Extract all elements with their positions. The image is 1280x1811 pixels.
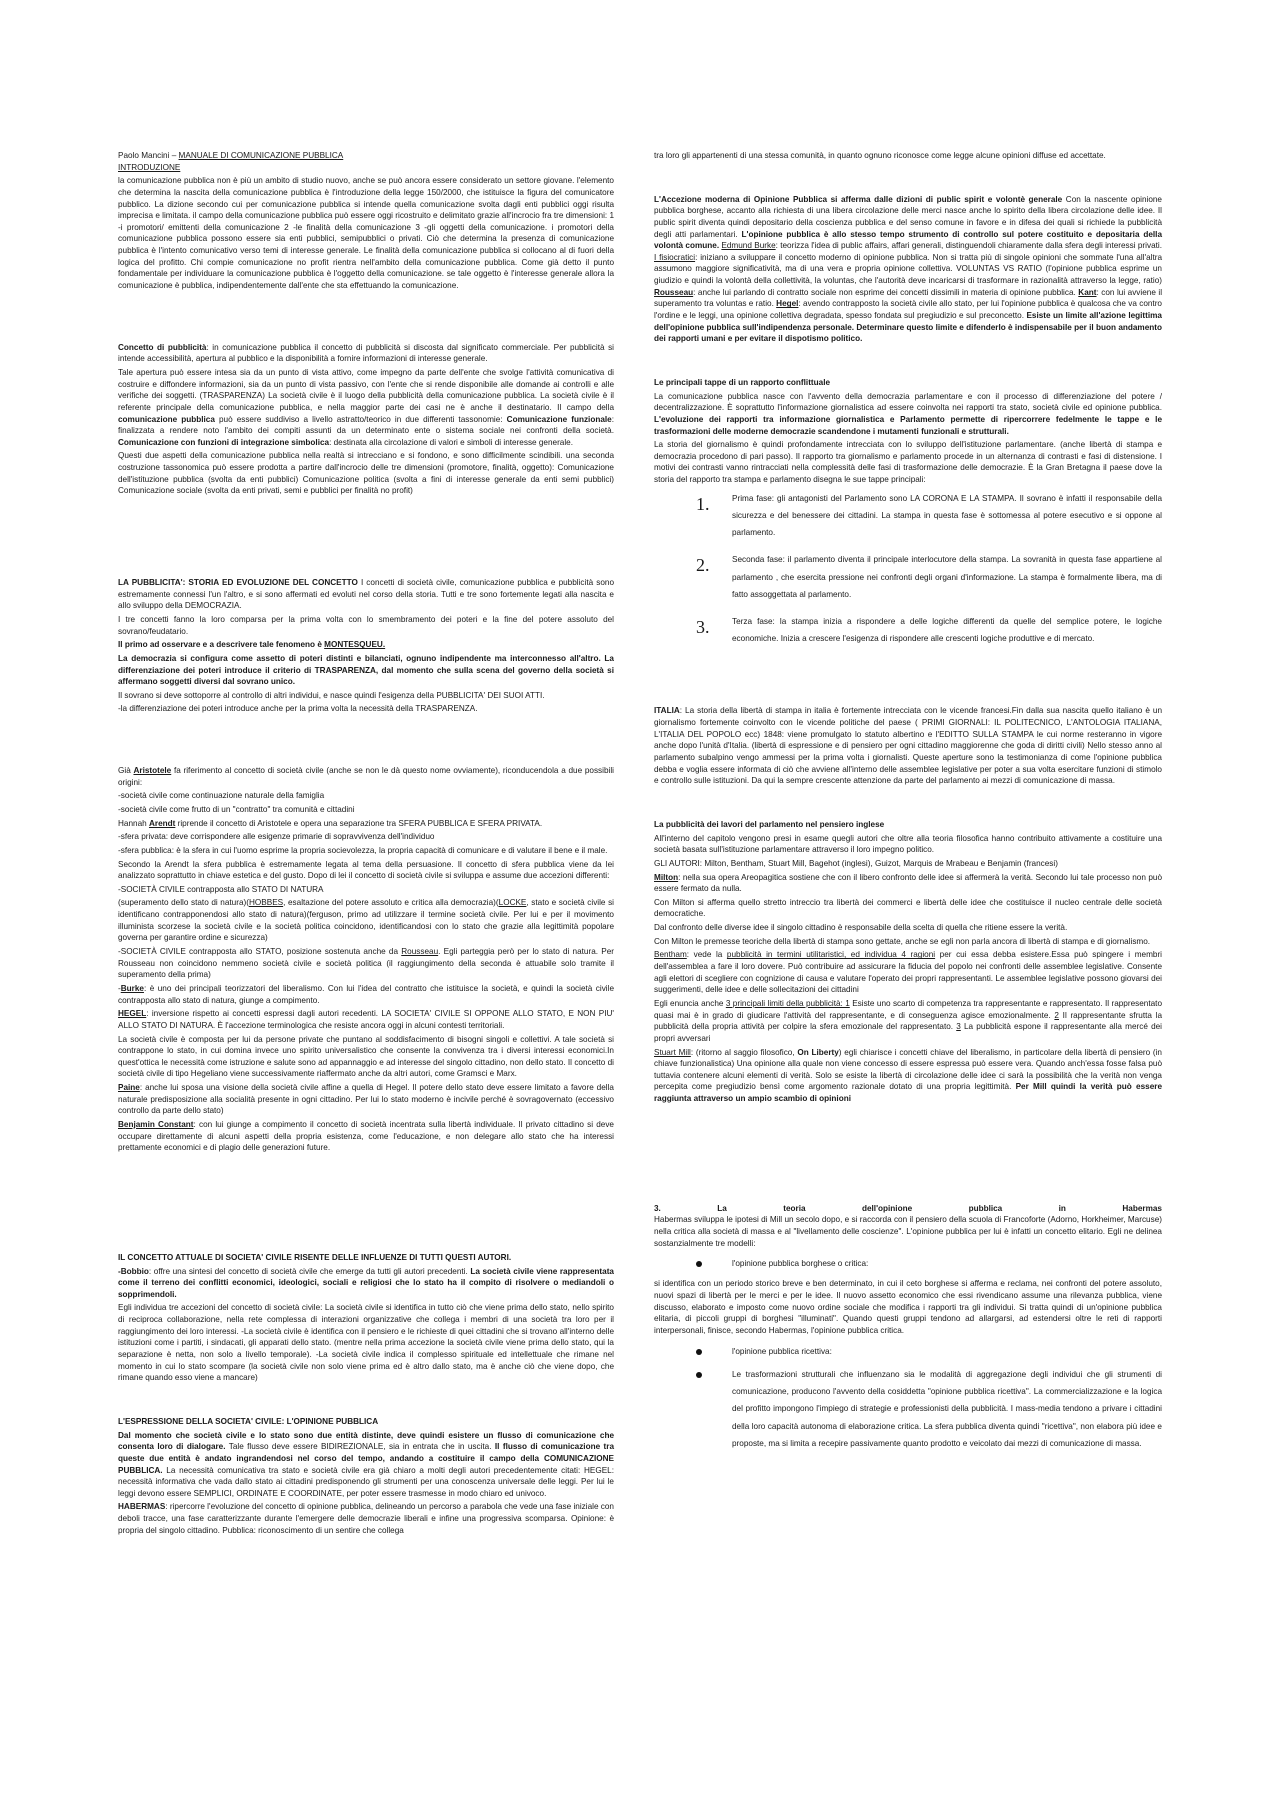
- milton-paragraph-4: Con Milton le premesse teoriche della libertà di stampa sono gettate, anche se egli non parla ancora di libertà di stampa e di giornalismo.: [654, 936, 1151, 946]
- bentham-paragraph-2: Egli enuncia anche 3 principali limiti della pubblicità: 1 Esiste uno scarto di competenza tra rappresentante e rappresentato. Il rappresentato quasi mai è in grado di giudicare l'attività del rappresentante, e di conseguenza agisce emozionalmente. 2 Il rappresentante sfrutta la pubblicità della propria attività per colpire la sfera emozionale del rappresentato. 3 La pubblicità espone il rappresentante alla mercé dei propri avversari: [654, 998, 1163, 1043]
- pubblicita-heading: Concetto di pubblicità: [118, 342, 207, 352]
- milton-paragraph: Milton: nella sua opera Areopagitica sostiene che con il libero confronto delle idee si affermerà la verità. Secondo lui tale processo non può essere fermato da nulla.: [654, 872, 1162, 894]
- list-line: -società civile come frutto di un "contratto" tra comunità e cittadini: [118, 804, 355, 814]
- stato-natura-line: -SOCIETÀ CIVILE contrapposta allo STATO DI NATURA: [118, 884, 324, 894]
- storia-paragraph-4: La democrazia si configura come assetto di poteri distinti e bilanciati, ognuno indipendente ma interconnesso all'altro. La differenziazione dei poteri introduce il criterio di TRASPARENZA, dal momento che sulla scena del governo della società si affermano soggetti diversi dal sovrano unico.: [118, 653, 614, 687]
- bullet-icon: [696, 1349, 702, 1355]
- model-item: l'opinione pubblica ricettiva:: [696, 1343, 1162, 1360]
- accezione-paragraph: L'Accezione moderna di Opinione Pubblica si afferma dalle dizioni di public spirit e volontè generale Con la nascente opinione pubblica borghese, accanto alla richiesta di una libera circolazione delle merci nasce anche lo spirito della libera circolazione delle idee. Il public spirit diventa quindi depositario della coscienza pubblica e del senso comune in favore e in difesa dei quali si richiede la pubblicità degli atti parlamentari. L'opinione pubblica è allo stesso tempo strumento di controllo sul potere costituito e depositaria della volontà comune. Edmund Burke: teorizza l'idea di public affairs, affari generali, distinguendoli chiaramente dalla sfera degli interessi privati. I fisiocratici: iniziano a sviluppare il concetto moderno di opinione pubblica. Non si tratta più di singole opinioni che sommate l'una all'altra assumono maggiore significatività, ma di una vera e propria opinione collettiva. VOLUNTAS VS RATIO (l'opinione pubblica esprime un giudizio e quindi la volontà della collettività, la voluntas, che l'autorità deve incaricarsi di trasformare in razionalità attraverso la legge, ratio) Rousseau: anche lui parlando di contratto sociale non esprime dei concetti dissimili in materia di opinione pubblica. Kant: con lui avviene il superamento tra voluntas e ratio. Hegel: avendo contrapposto la società civile allo stato, per lui l'opinione pubblica è qualcosa che va contro l'ordine e le leggi, una opinione collettiva degradata, spesso fondata sul pregiudizio e sul preconcetto. Esiste un limite all'azione legittima dell'opinione pubblica sull'indipendenza personale. Determinare questo limite e difenderlo è indispensabile per il buon andamento dei rapporti umani e per evitare il dispotismo politico.: [654, 194, 1163, 344]
- espressione-heading: L'ESPRESSIONE DELLA SOCIETA' CIVILE: L'OPINIONE PUBBLICA: [118, 1416, 379, 1426]
- continuation-paragraph: tra loro gli appartenenti di una stessa comunità, in quanto ognuno riconosce come legge alcune opinioni diffuse ed accettate.: [654, 151, 1106, 160]
- concetto-attuale-heading: IL CONCETTO ATTUALE DI SOCIETA' CIVILE RISENTE DELLE INFLUENZE DI TUTTI QUESTI AUTORI.: [118, 1252, 512, 1262]
- bullet-icon: [696, 1261, 702, 1267]
- book-title: MANUALE DI COMUNICAZIONE PUBBLICA: [178, 151, 344, 160]
- storia-paragraph-2: I tre concetti fanno la loro comparsa per la prima volta con lo smembramento dei poteri e la fine del potere assoluto del sovrano/feudatario.: [118, 614, 614, 636]
- phase-item: 3. Terza fase: la stampa inizia a rispondere a delle logiche differenti da quelle del semplice potere, le logiche economiche. Inizia a crescere l'esigenza di rispondere alle crescenti logiche produttive e di mercato.: [696, 617, 1162, 644]
- espressione-paragraph: Dal momento che società civile e lo stato sono due entità distinte, deve quindi esistere un flusso di comunicazione che consenta loro di dialogare. Tale flusso deve essere BIDIREZIONALE, sia in entrata che in uscita. Il flusso di comunicazione tra queste due entità è andato ingrandendosi nel corso del tempo, andando a costituire il campo della COMUNICAZIONE PUBBLICA. La necessità comunicativa tra stato e società civile era già chiaro a molti degli autori precedentemente citati: HEGEL: necessità informativa che vada dallo stato ai cittadini predisponendo gli strumenti per una conoscenza universale delle leggi. Per lui le leggi devono essere SEMPLICI, ORDINATE E COORDINATE, per poter essere trasmesse in modo chiaro ed univoco.: [118, 1430, 614, 1498]
- section-heading-introduzione: INTRODUZIONE: [118, 162, 181, 172]
- tappe-paragraph: La comunicazione pubblica nasce con l'avvento della democrazia parlamentare e con il processo di differenziazione del potere / decentralizzazione. È soprattutto l'informazione giornalistica ad essere coinvolta nei rapporti tra stato, società civile ed opinione pubblica. L'evoluzione dei rapporti tra informazione giornalistica e Parlamento permette di ripercorrere fedelmente le tappe e le trasformazioni delle moderne democrazie scandendone i mutamenti funzionali e strutturali.: [654, 391, 1162, 436]
- pubblicita-paragraph-3: Questi due aspetti della comunicazione pubblica nella realtà si intrecciano e si fondono, e sono difficilmente scindibili. una seconda costruzione tassonomica può essere prodotta a partire dall'incrocio delle tre dimensioni (promotore, finalità, oggetto): Comunicazione dell'istituzione pubblica (svolta da enti pubblici) Comunicazione politica (svolta a fini di interesse generale da enti semi pubblici) Comunicazione sociale (svolta da enti privati, semi e pubblici per finalità no profit): [118, 451, 614, 496]
- milton-paragraph-2: Con Milton si afferma quello stretto intreccio tra libertà dei commerci e libertà delle idee che costituisce il nucleo centrale delle società democratiche.: [654, 897, 1162, 919]
- document-header: [118, 150, 614, 173]
- paine-paragraph: Paine: anche lui sposa una visione della società civile affine a quella di Hegel. Il potere dello stato deve essere limitato a favore della naturale predisposizione alla socialità presente in ogni cittadino. Per lui lo stato moderno è incivile perché è sovragovernato (eccessivo controllo da parte dello stato): [118, 1083, 614, 1116]
- hobbes-locke-paragraph: (superamento dello stato di natura)(HOBBES, esaltazione del potere assoluto e critica alla democrazia)(LOCKE, stato e società civile si identificano contrapponendosi allo stato di natura)(ferguson, primo ad utilizzare il termine società civile. Per lui e per il movimento illuminista scorzese la società civile e la società politica coincidono, identificandosi con lo stato che grazie alla legittimità popolare governa per garantire ordine e sicurezza): [118, 898, 614, 943]
- hegel-paragraph: HEGEL: inversione rispetto ai concetti espressi dagli autori recedenti. LA SOCIETA' CIVILE SI OPPONE ALLO STATO, E NON PIU' ALLO STATO DI NATURA. È l'accezione terminologica che resiste ancora oggi in alcuni contesti territoriali.: [118, 1009, 614, 1030]
- phase-item: 1. Prima fase: gli antagonisti del Parlamento sono LA CORONA E LA STAMPA. Il sovrano è infatti il responsabile della sicurezza e del benessere dei cittadini. La stampa in questa fase è sottomessa al potere esecutivo e si oppone al parlamento.: [696, 493, 1162, 538]
- milton-paragraph-3: Dal confronto delle diverse idee il singolo cittadino è responsabile della scelta di quella che ritiene essere la verità.: [654, 923, 1068, 933]
- bentham-paragraph: Bentham: vede la pubblicità in termini utilitaristici, ed individua 4 ragioni per cui essa debba esistere.Essa può spingere i membri dell'assemblea a fare il loro dovere. Può contribuire ad assicurare la fiducia del popolo nei confronti delle assemblee legislative. Consente agli elettori di scegliere con cognizione di causa e valutare l'operato dei propri rappresentanti. Le assemblee legislative possono giovarsi dei suggerimenti, delle idee e delle sollecitazioni dei cittadini: [654, 950, 1162, 995]
- storia-paragraph: LA PUBBLICITA': STORIA ED EVOLUZIONE DEL CONCETTO I concetti di società civile, comunicazione pubblica e pubblicità sono estremamente connessi l'un l'altro, e si sono affermati ed evoluti nel corso della storia. Tutti e tre sono fortemente legati alla nascita e allo sviluppo della DEMOCRAZIA.: [118, 578, 614, 611]
- habermas-paragraph-2: si identifica con un periodo storico breve e ben determinato, in cui il ceto borghese si afferma e reclama, nei confronti del potere assoluto, nuovi spazi di libertà per le merci e per le idee. Il nuovo assetto economico che essi rivendicano assume una rilevanza pubblica, viene discusso, elaborato e imposto come nuovo ordine sociale che modifica i rapporti tra gli individui. Si tratta quindi di un'opinione pubblica elitaria, di piccoli gruppi di borghesi "illuminati". Quando questi gruppi tendono ad allargarsi, ad estendersi oltre le reti di rapporti interpersonali, finisce, secondo Habermas, l'opinione pubblica critica.: [654, 1279, 1162, 1336]
- phase-item: 2. Seconda fase: il parlamento diventa il principale interlocutore della stampa. La sovranità in questa fase appartiene al parlamento , che esercita pressione nei confronti degli organi d'informazione. La stampa è formalmente libera, ma di fatto assoggettata al parlamento.: [696, 555, 1162, 599]
- list-line: -società civile come continuazione naturale della famiglia: [118, 791, 325, 801]
- burke-paragraph: -Burke: è uno dei principali teorizzatori del liberalismo. Con lui l'idea del contratto che istituisce la società, e quindi la società civile contrapposta allo stato di natura, giunge a compimento.: [118, 983, 614, 1005]
- list-line: -sfera privata: deve corrispondere alle esigenze primarie di sopravvivenza dell'individuo: [118, 832, 435, 842]
- inglese-heading: La pubblicità dei lavori del parlamento nel pensiero inglese: [654, 819, 885, 829]
- phases-list: [654, 490, 1162, 648]
- author: Paolo Mancini –: [118, 151, 177, 160]
- model-item: l'opinione pubblica borghese o critica:: [696, 1255, 1162, 1272]
- pubblicita-paragraph: Concetto di pubblicità: in comunicazione pubblica il concetto di pubblicità si discosta dal significato commerciale. Per pubblicità si intende accessibilità, apertura al pubblico e la disponibilità a fornire informazioni di interesse generale.: [118, 342, 614, 364]
- constant-paragraph: Benjamin Constant: con lui giunge a compimento il concetto di società incentrata sulla libertà individuale. Il privato cittadino si deve occupare direttamente di alcuni aspetti della propria esistenza, come l'educazione, e non delegare allo stato che ha interessi prettamente economici e di plagio delle generazioni future.: [118, 1120, 614, 1153]
- habermas-heading: 3. La teoria dell'opinione pubblica in Habermas: [654, 1203, 1162, 1213]
- tappe-heading: Le principali tappe di un rapporto conflittuale: [654, 377, 831, 387]
- pubblicita-paragraph-2: Tale apertura può essere intesa sia da un punto di vista attivo, come impegno da parte dell'ente che svolge l'attività comunicativa di costruire e diffondere informazioni, sia da un punto di vista passivo, con l'ente che si rende disponibile alle domande ai controlli e alle verifiche dei soggetti. (TRASPARENZA) La società civile è il luogo della pubblicità della comunicazione pubblica. La società civile è il referente principale della comunicazione pubblica, e nella maggior parte dei casi ne è anche il destinatario. Il campo della comunicazione pubblica può essere suddiviso a livello astratto/teorico in due differenti tassonomie: Comunicazione funzionale: finalizzata a rendere noto l'ambito dei compiti assunti da un determinato ente o sistema sociale nei confronti della società. Comunicazione con funzioni di integrazione simbolica: destinata alla circolazione di valori e simboli di interesse generale.: [118, 367, 614, 447]
- model-item: Le trasformazioni strutturali che influenzano sia le modalità di aggregazione degli individui che gli strumenti di comunicazione, producono l'avvento della cosiddetta "opinione pubblica ricettiva". La commercializzazione e la logica del profitto impongono l'impiego di strategie e professionisti della pubblicità. I mass-media tendono a privare i cittadini della loro capacità autonoma di elaborazione critica. La sfera pubblica diventa quindi "ricettiva", non elabora più idee e proposte, ma si limita a recepire passivamente quanto prodotto e veicolato dai mezzi di comunicazione di massa.: [696, 1366, 1162, 1452]
- habermas-paragraph: Habermas sviluppa le ipotesi di Mill un secolo dopo, e si raccorda con il pensiero della scuola di Francoforte (Adorno, Horkheimer, Marcuse) nella critica alla società di massa e al "livellamento delle coscienze". L'opinione pubblica per lui è infatti un concetto elitario. Egli ne delinea sostanzialmente tre modelli:: [654, 1215, 1162, 1248]
- autori-line: GLI AUTORI: Milton, Bentham, Stuart Mill, Bagehot (inglesi), Guizot, Marquis de Mrabeau e Benjamin (francesi): [654, 858, 1058, 868]
- storia-paragraph-3: Il primo ad osservare e a descrivere tale fenomeno è MONTESQUEU.: [118, 640, 386, 650]
- aristotele-paragraph: Già Aristotele fa riferimento al concetto di società civile (anche se non le dà questo nome ovviamente), riconducendola a due possibili origini:: [118, 766, 614, 787]
- storia-heading: LA PUBBLICITA': STORIA ED EVOLUZIONE DEL CONCETTO: [118, 578, 358, 588]
- bobbio-paragraph: -Bobbio: offre una sintesi del concetto di società civile che emerge da tutti gli autori precedenti. La società civile viene rappresentata come il terreno dei conflitti economici, ideologici, sociali e religiosi che lo stato ha il compito di risolvere o mediandoli o sopprimendoli.: [118, 1266, 614, 1299]
- habermas-intro-paragraph: HABERMAS: ripercorre l'evoluzione del concetto di opinione pubblica, delineando un percorso a parabola che vede una fase iniziale con deboli tracce, una fase caratterizzante durante l'emergere delle democrazie liberali e infine una progressiva scomparsa. Opinione: è propria del singolo cittadino. Pubblica: riconoscimento di un sentire che collega: [118, 1502, 614, 1535]
- tappe-paragraph-2: La storia del giornalismo è quindi profondamente intrecciata con lo sviluppo dell'istituzione parlamentare. (anche libertà di stampa e democrazia procedono di pari passo). Il rapporto tra giornalismo e parlamento procede in un alternanza di contrasti e fasi di distensione. I motivi dei contrasti vanno rintracciati nella complessità delle fasi di trasformazione delle democrazie. È la Gran Bretagna il paese dove la storia del rapporto tra stampa e parlamento disegna le sue tappe principali:: [654, 440, 1162, 485]
- inglese-paragraph: All'interno del capitolo vengono presi in esame quegli autori che oltre alla teoria filosofica hanno contribuito attivamente a costituire una società basata sull'istituzione parlamentare attraverso il loro impegno politico.: [654, 833, 1162, 855]
- rousseau-paragraph: -SOCIETÀ CIVILE contrapposta allo STATO, posizione sostenuta anche da Rousseau. Egli parteggia però per lo stato di natura. Per Rousseau non coincidono nemmeno società civile e società politica (il raggiungimento della seconda è attuabile solo tramite il superamento della prima): [118, 947, 614, 980]
- left-column: [118, 150, 614, 1538]
- habermas-models-list-2: [654, 1343, 1162, 1452]
- arendt-paragraph: Hannah Arendt riprende il concetto di Aristotele e opera una separazione tra SFERA PUBBLICA E SFERA PRIVATA.: [118, 818, 543, 828]
- habermas-models-list-1: [654, 1255, 1162, 1272]
- intro-paragraph: la comunicazione pubblica non è più un ambito di studio nuovo, anche se può ancora essere considerato un settore giovane. l'elemento che determina la nascita della comunicazione pubblica è l'introduzione della legge 150/2000, che istituisce la figura del comunicatore pubblico. La dizione secondo cui per comunicazione pubblica si intende quella comunicazione svolta dagli enti pubblici oggi risulta imprecisa e limitata. il campo della comunicazione pubblica può essere oggi ricostruito e delimitato grazie all'incrocio fra tre dimensioni: 1 -i promotori/ emittenti della comunicazione 2 -le finalità della comunicazione 3 -gli oggetti della comunicazione. i promotori della comunicazione pubblica possono essere sia enti pubblici, semipubblici o privati. Ciò che determina la presenza di comunicazione pubblica è l'intento comunicativo verso temi di interesse generale. Le finalità della comunicazione pubblica si collocano al di fuori della logica del profitto. Chi compie comunicazione no profit rientra nell'ambito della comunicazione pubblica. Come già detto il punto fondamentale per individuare la comunicazione pubblica è l'oggetto della comunicazione. se tale oggetto è l'interesse generale allora la comunicazione è pubblica, indipendentemente dall'ente che sta effettuando la comunicazione.: [118, 176, 614, 291]
- hegel-paragraph-2: La società civile è composta per lui da persone private che puntano al soddisfacimento di bisogni singoli e collettivi. A tale società si contrappone lo stato, in cui domina invece uno spirito universalistico che consente la convivenza tra i diversi interessi economici.In quest'ottica le necessità come istruzione e salute sono ad appannaggio e ad interesse del singolo cittadino, non dello stato. Il concetto di società civile di tipo Hegeliano viene successivamente riaffermato anche da altri autori, come Gramsci e Marx.: [118, 1034, 614, 1079]
- bobbio-paragraph-2: Egli individua tre accezioni del concetto di società civile: La società civile si identifica in tutto ciò che viene prima dello stato, nello spirito di reciproca collaborazione, nella rete complessa di interazioni organizzative che collega i membri di una società tra loro per il raggiungimento dei loro interessi. -La società civile è identifica con il pensiero e le richieste di quei cittadini che si trovano all'interno delle istituzioni come i partiti, i sindacati, gli apparati dello stato. (mentre nella prima accezione la società civile viene prima dello stato, qui la separazione è netta, non solo a livello temporale). -La società civile indica il complesso spirituale ed intellettuale che rimane nel momento in cui lo stato scompare (la società civile non solo viene prima ed è altro dallo stato, ma è anche ciò che viene dopo, che rimane quando esso viene a mancare): [118, 1303, 614, 1383]
- arendt-paragraph-2: Secondo la Arendt la sfera pubblica è estremamente legata al tema della persuasione. Il concetto di sfera pubblica viene da lei analizzato soprattutto in chiave estetica e del gusto. Dopo di lei il concetto di società civile si sviluppa e assume due accezioni differenti:: [118, 859, 614, 881]
- bullet-icon: [696, 1372, 702, 1378]
- storia-paragraph-6: -la differenziazione dei poteri introduce anche per la prima volta la necessità della TRASPARENZA.: [118, 704, 478, 714]
- mill-paragraph: Stuart Mill: (ritorno al saggio filosofico, On Liberty) egli chiarisce i concetti chiave del liberalismo, in particolare della libertà di pensiero (in chiave funzionalistica) Una opinione alla quale non viene concesso di essere espressa può essere vera. Quando anch'essa fosse falsa può tuttavia contenere alcuni elementi di verità. Solo se esiste la libertà di circolazione delle idee ci sarà la possibilità che la verità non venga percepita come pregiudizio bensì come argomento razionale dotato di una propria legittimità. Per Mill quindi la verità può essere raggiunta attraverso un ampio scambio di opinioni: [654, 1047, 1162, 1104]
- list-line: -sfera pubblica: è la sfera in cui l'uomo esprime la propria socievolezza, la propria capacità di comunicare e di valutare il bene e il male.: [118, 845, 608, 855]
- storia-paragraph-5: Il sovrano si deve sottoporre al controllo di altri individui, e nasce quindi l'esigenza della PUBBLICITA' DEI SUOI ATTI.: [118, 690, 545, 700]
- right-column: [654, 150, 1162, 1458]
- italia-paragraph: ITALIA: La storia della libertà di stampa in italia è fortemente intrecciata con le vicende francesi.Fin dalla sua nascita quello italiano è un giornalismo fortemente coinvolto con le vicende politiche del paese ( PRIMI GIORNALI: IL POLITECNICO, L'ANTOLOGIA ITALIANA, L'ITALIA DEL POPOLO ecc) 1848: viene promulgato lo statuto albertino e l'EDITTO SULLA STAMPA le cui norme resteranno in vigore anche dopo l'unità d'Italia. (libertà di espressione e di pensiero per ogni cittadino maggiorenne che goda di diritti civili) Nello stesso anno al parlamento subalpino vengo ammessi per la prima volta i giornalisti. Queste aperture sono la testimonianza di come l'opinione pubblica debba e voglia essere informata di ciò che avviene all'interno delle assemblee legislative per poter a sua volta esercitare funzioni di stimolo e controllo sulle istituzioni. Da qui la sempre crescente attenzione da parte del parlamento ai mezzi di comunicazione di massa.: [654, 706, 1162, 786]
